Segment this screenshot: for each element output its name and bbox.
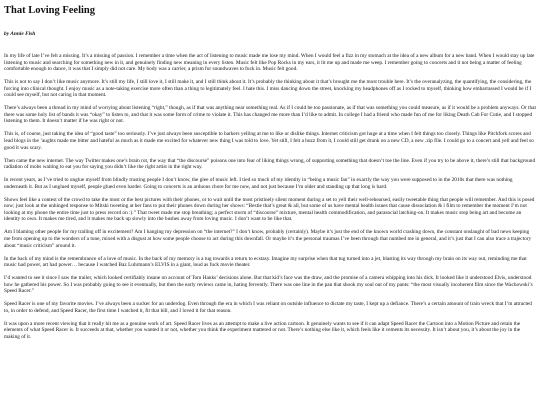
paragraph: Then came the new internet. The way Twitter makes one’s brain rot, the way that “the discourse” poisons one into fear of liking things wrong, of supporting something that doesn’t toe the line. Even if you try to be above it, there’s still that background radiation of mobs waiting to eat you for saying you didn’t like the right artist in the right way. bbox=[4, 157, 536, 171]
article-title: That Loving Feeling bbox=[4, 5, 96, 16]
paragraph: In my life of late I’ve felt a missing. It’s a missing of passion. I remember a time when the act of listening to music made me lose my mind. When I would feel a fizz in my stomach at the idea of a new album for a new band. When I would stay up late listening to music and searching for something new in it, and genuinely finding new meaning in every listen. Music felt like Pop Rocks in my ears, it lit me up and made me weep. I remember going to concerts and it not being a matter of feeling comfortable enough to dance, it was that I simply did not care. My body was a carrier, a prism for soundwaves to fuck in. Music felt good. bbox=[4, 53, 535, 73]
paragraph: Am I blaming other people for my trailing off in excitement? Am I hanging my depression on “the internet?” I don’t know, probably (certainly). Maybe it’s just the end of the known world crashing down, the constant onslaught of bad news keeping me from opening up to the wonders of a tune, mixed with a disgust at how some people choose to act during this downfall. Or maybe it’s the personal traumas I’ve been through that numbed me in general, and it’s just that I can also trace a trajectory about “music criticism” around it. bbox=[4, 229, 532, 249]
paragraph: In the back of my mind is the remembrance of a love of music. In the back of my memory is a tug towards a return to ecstasy. Imagine my surprise when that tug turned into a jet, blasting its way through my brain on its way out, reminding me that music had power, art had power… because I watched Baz Luhrmann’s ELVIS in a giant, loud as fuck movie theater. bbox=[4, 255, 527, 269]
article-byline: by Annie Fish bbox=[4, 31, 36, 37]
paragraph: This is, of course, just taking the idea of “good taste” too seriously. I’ve just always been susceptible to barkers yelling at me to like or dislike things. Internet criticism got huge at a time when I felt things too closely. Things like Pitchfork scores and lead blogs in the ’aughts made me bitter and hateful as much as it made me excited for whatever new thing I was told to love. Yet still, I felt a buzz from it, I could still get drunk on a new CD, a new .zip file. I could go to a concert and yell and feel so good it was scary. bbox=[4, 131, 534, 151]
article-page bbox=[4, 0, 536, 405]
paragraph: In recent years, as I’ve tried to unglue myself from blindly trusting people I don’t know, the glee of music left. I tied so much of my identity in “being a music fan” in exactly the way you were supposed to in the 2010s that there was nothing underneath it. But as I unglued myself, people glued even harder. Going to concerts is an arduous chore for me now, and not just because I’m older and standing up that long is hard. bbox=[4, 177, 513, 190]
paragraph: I’d wanted to see it since I saw the trailer, which looked certifiably insane on account of Tom Hanks’ decisions alone. But that kid’s face was the draw, and the promise of a camera whipping into his dick. It looked like it understood Elvis, understood how he gathered his power. So I was probably going to see it eventually, but then the early reviews came in, hating fervently. There was one line in the pan that shook my soul out of my pants: “the most visually incoherent film since the Wachowski’s Speed Racer.” bbox=[4, 275, 533, 295]
paragraph: Shows feel like a contest of the crowd to take the most or the best pictures with their phones, or to wait until the most pristinely silent moment during a set to yell their well-rehearsed, easily tweetable thing that people will remember. And this is posed now; just look at the unhinged response to Mitski tweeting at her fans to put their phones down during her shows: “Bestie that’s great & all, but some of us have mental health issues that cause dissociation & i film to remember the moment I’m not looking at my phone the entire time just to press record on :).” That tweet made me stop breathing; a perfect storm of “discourse” mixture, mental health commodification, and parasocial latching-on. It makes music stop being art and become an identity to own. It makes me tired, and it makes me back up slowly into the bushes away from loving music. I don’t want to be like that. bbox=[4, 196, 535, 223]
paragraph: This is not to say I don’t like music anymore. It’s still my life, I still love it, I still make it, and I still think about it. It’s probably the thinking about it that’s brought me the most trouble here. It’s the overanalyzing, the quantifying, the considering, the forcing into clinical thought. I enjoy music as a note-taking exercise more often than a thing to legitimately feel. I hate this. I miss dancing down the street, knocking my headphones off as I rocked to myself, thinking how embarrassed I would be if I could see myself, but not caring in that moment. bbox=[4, 79, 532, 99]
paragraph: Speed Racer is one of my favorite movies. I’ve always been a sucker for an underdog. Even through the era in which I was reliant on outside influence to dictate my taste, I kept up a defiance. There’s a certain amount of train wreck that I’m attracted to, in order to defend, and Speed Racer, the first time I watched it, fit that bill, and I loved it for that reason. bbox=[4, 301, 532, 314]
paragraph: There’s always been a thread in my mind of worrying about listening “right,” though, as if that was anything near something real. As if I could be too passionate, as if that was something you could measure, as if it would be a problem anyways. Or that there was some holy list of bands it was “okay” to listen to, and that it was some form of crime to violate it. This has changed me more than I’d like to admit. In college I had a friend who made fun of me for liking Death Cab For Cutie, and I stopped listening to them. It doesn’t matter if he was right or not. bbox=[4, 105, 536, 125]
article-body bbox=[4, 53, 536, 341]
paragraph: It was upon a more recent viewing that it really hit me as a genuine work of art. Speed Racer lives as an attempt to make a live action cartoon. It genuinely wants to see if it can adapt Speed Racer the Cartoon into a Motion Picture and retain the elements of what Speed Racer is. It succeeds at that, whether you wanted it or not, whether you think the experiment mattered or not. There’s nothing else like it, which feels like it cements its necessity. It isn’t about you, it’s about the joy in the making of it. bbox=[4, 320, 521, 340]
